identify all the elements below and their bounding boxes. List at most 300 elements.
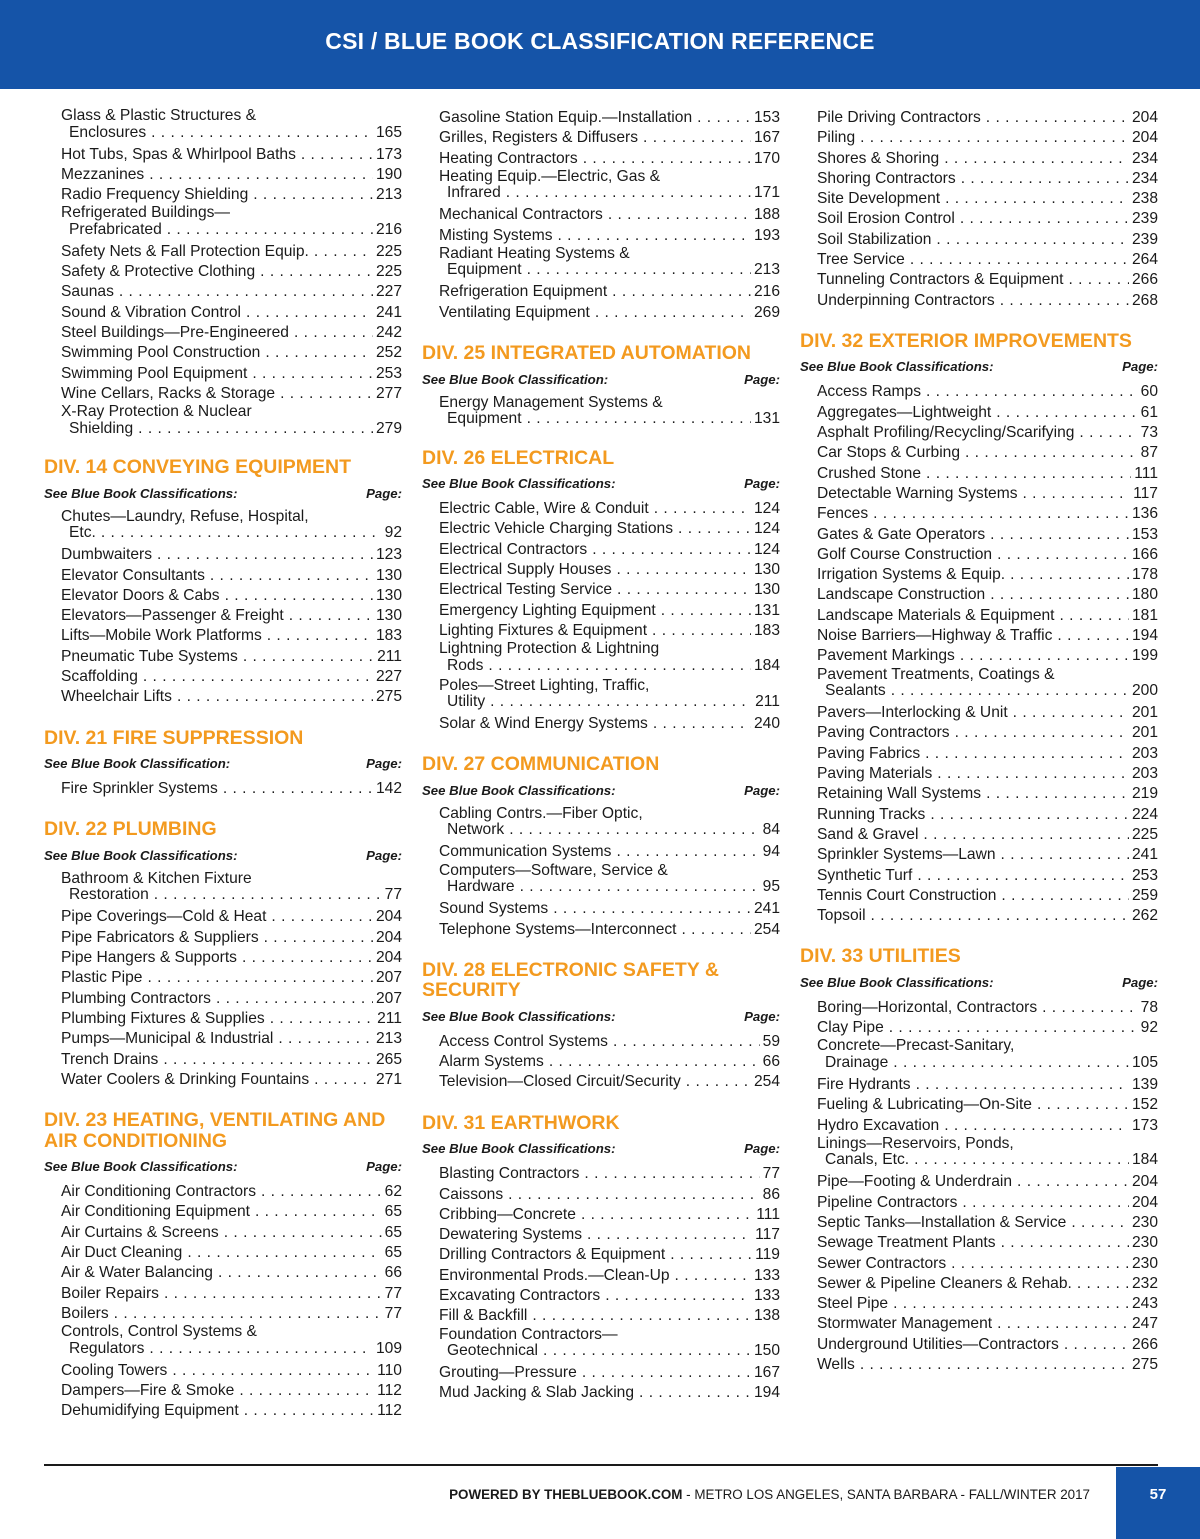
entry-name: Swimming Pool Equipment: [61, 364, 248, 382]
entry-name: Radiant Heating Systems &: [439, 244, 630, 262]
entry-name: Linings—Reservoirs, Ponds,: [817, 1134, 1014, 1152]
division-heading: DIV. 31 EARTHWORK: [422, 1111, 620, 1134]
entry-line: [61, 887, 402, 904]
list-item: [439, 149, 780, 169]
entry-name: Air Curtains & Screens: [61, 1223, 219, 1241]
entry-line: [439, 658, 780, 675]
subhead-row: [800, 974, 1158, 991]
entry-name: Sound Systems: [439, 900, 549, 918]
entry-name: Pavement Treatments, Coatings &: [817, 665, 1055, 683]
entry-page: 211: [377, 1009, 402, 1027]
list-item: [439, 540, 780, 560]
entry-page: 213: [753, 262, 780, 279]
entry-line: [817, 1294, 1158, 1314]
entry-name: Tunneling Contractors & Equipment: [817, 271, 1064, 289]
entry-name: Bathroom & Kitchen Fixture: [61, 869, 252, 887]
list-item: [817, 484, 1158, 504]
dot-leader: [172, 1361, 374, 1381]
entry-line: [439, 108, 780, 128]
list-item: [817, 845, 1158, 865]
subhead-label: See Blue Book Classification:: [422, 371, 609, 387]
dot-leader: [114, 1304, 382, 1324]
entry-name: Computers—Software, Service &: [439, 861, 668, 879]
entry-page: 61: [1140, 403, 1158, 421]
entry-name: Fences: [817, 505, 869, 523]
list-item: [61, 948, 402, 968]
entry-name: Shoring Contractors: [817, 169, 956, 187]
entry-name: Pumps—Municipal & Industrial: [61, 1030, 274, 1048]
entry-page: 153: [1131, 525, 1158, 543]
entry-name: Dehumidifying Equipment: [61, 1402, 239, 1420]
section: [422, 448, 780, 735]
entry-page: 207: [375, 989, 402, 1007]
list-item: [439, 303, 780, 323]
subhead-page-label: Page:: [366, 485, 402, 501]
entry-page: 269: [753, 303, 780, 321]
entry-name: Plumbing Fixtures & Supplies: [61, 1009, 265, 1027]
entry-name: Radio Frequency Shielding: [61, 186, 249, 204]
division-heading: DIV. 26 ELECTRICAL: [422, 446, 615, 469]
dot-leader: [157, 545, 373, 565]
entry-page: 62: [384, 1183, 402, 1201]
entry-name: Controls, Control Systems &: [61, 1323, 257, 1341]
entry-list: [800, 998, 1158, 1375]
entry-line: [439, 303, 780, 323]
entry-name: Electric Vehicle Charging Stations: [439, 520, 674, 538]
subhead-row: [44, 755, 402, 772]
entry-page: 94: [762, 843, 780, 861]
list-item: [817, 585, 1158, 605]
subhead-page-label: Page:: [366, 1159, 402, 1175]
list-item: [817, 250, 1158, 270]
division-heading: DIV. 27 COMMUNICATION: [422, 753, 660, 776]
entry-page: 105: [1131, 1054, 1158, 1071]
entry-name: Ventilating Equipment: [439, 303, 590, 321]
entry-name: Swimming Pool Construction: [61, 344, 261, 362]
list-item: [439, 1363, 780, 1383]
entry-page: 204: [375, 949, 402, 967]
entry-page: 204: [1131, 129, 1158, 147]
dot-leader: [652, 621, 751, 641]
list-item: [817, 825, 1158, 845]
subhead-label: See Blue Book Classifications:: [44, 485, 238, 501]
list-item: [817, 189, 1158, 209]
list-item: [439, 519, 780, 539]
entry-line: [61, 928, 402, 948]
entry-line: [439, 205, 780, 225]
list-item: [61, 1401, 402, 1421]
entry-page: 264: [1131, 251, 1158, 269]
entry-name: Pipe Coverings—Cold & Heat: [61, 908, 267, 926]
list-item: [817, 1116, 1158, 1136]
entry-line: [61, 262, 402, 282]
entry-name: Caissons: [439, 1185, 504, 1203]
entry-name: Grilles, Registers & Diffusers: [439, 129, 639, 147]
entry-line: [439, 899, 780, 919]
entry-name: Pipe Hangers & Supports: [61, 949, 237, 967]
entry-line: [439, 149, 780, 169]
dot-leader: [616, 560, 750, 580]
entry-name: Plastic Pipe: [61, 969, 143, 987]
entry-list: [422, 1032, 780, 1093]
dot-leader: [581, 1205, 753, 1225]
entry-line: [817, 646, 1158, 666]
entry-page: 241: [753, 900, 780, 918]
entry-name: Dewatering Systems: [439, 1226, 582, 1244]
subhead-row: [422, 1140, 780, 1157]
entry-line: [61, 343, 402, 363]
entry-line: [439, 1164, 780, 1184]
entry-page: 243: [1131, 1295, 1158, 1313]
entry-line: [439, 1383, 780, 1403]
entry-line: [61, 779, 402, 799]
entry-line: [61, 566, 402, 586]
entry-line: [817, 626, 1158, 646]
entry-name: Electric Cable, Wire & Conduit: [439, 500, 649, 518]
entry-page: 184: [1131, 1152, 1158, 1169]
entry-page: 232: [1131, 1274, 1158, 1292]
subhead-page-label: Page:: [1122, 359, 1158, 375]
entry-line: [817, 230, 1158, 250]
entry-page: 230: [1131, 1213, 1158, 1231]
list-item: [817, 545, 1158, 565]
entry-list: [44, 779, 402, 799]
dot-leader: [216, 989, 373, 1009]
entry-line: [61, 1070, 402, 1090]
dot-leader: [965, 443, 1138, 463]
list-item: [439, 920, 780, 940]
entry-name: Wheelchair Lifts: [61, 688, 172, 706]
dot-leader: [587, 1225, 752, 1245]
list-item: [817, 1254, 1158, 1274]
entry-line: [817, 525, 1158, 545]
entry-page: 201: [1131, 704, 1158, 722]
dot-leader: [871, 906, 1129, 926]
entry-name: Stormwater Management: [817, 1315, 993, 1333]
entry-name-continued: Utility: [447, 694, 486, 711]
list-item: [817, 784, 1158, 804]
entry-name: Mechanical Contractors: [439, 206, 603, 224]
entry-line: [817, 723, 1158, 743]
entry-name: Running Tracks: [817, 805, 926, 823]
dot-leader: [1057, 626, 1129, 646]
entry-line: [439, 920, 780, 940]
entry-line: [439, 411, 780, 428]
entry-line: [817, 606, 1158, 626]
entry-name: Safety & Protective Clothing: [61, 263, 256, 281]
entry-name: Sound & Vibration Control: [61, 303, 242, 321]
entry-page: 190: [375, 165, 402, 183]
entry-line: [817, 1213, 1158, 1233]
list-item: [817, 382, 1158, 402]
entry-line: [61, 907, 402, 927]
dot-leader: [239, 1381, 374, 1401]
subhead-row: [800, 358, 1158, 375]
dot-leader: [944, 1116, 1129, 1136]
dot-leader: [252, 364, 373, 384]
list-item: [61, 907, 402, 927]
entry-list: [422, 395, 780, 428]
list-item: [817, 723, 1158, 743]
entry-line: [817, 1075, 1158, 1095]
list-item: [439, 899, 780, 919]
dot-leader: [944, 149, 1129, 169]
dot-leader: [682, 920, 751, 940]
subhead-label: See Blue Book Classifications:: [44, 1159, 238, 1175]
list-item: [439, 1266, 780, 1286]
entry-name-continued: Geotechnical: [447, 1343, 539, 1360]
column-3: [800, 108, 1158, 1395]
entry-line: [61, 1401, 402, 1421]
dot-leader: [583, 149, 751, 169]
list-item: [817, 764, 1158, 784]
entry-line: [61, 1263, 402, 1283]
entry-line: [817, 1233, 1158, 1253]
entry-list: [422, 806, 780, 940]
list-item: [61, 1284, 402, 1304]
entry-line: [817, 443, 1158, 463]
list-item: [61, 364, 402, 384]
dot-leader: [260, 262, 373, 282]
entry-name: Pipeline Contractors: [817, 1193, 958, 1211]
entry-name: Septic Tanks—Installation & Service: [817, 1213, 1067, 1231]
entry-page: 138: [753, 1307, 780, 1325]
list-item: [439, 1205, 780, 1225]
entry-page: 181: [1131, 606, 1158, 624]
dot-leader: [860, 128, 1129, 148]
entry-page: 241: [1131, 846, 1158, 864]
section: [422, 960, 780, 1093]
entry-name-continued: Canals, Etc.: [825, 1152, 910, 1169]
entry-name: Car Stops & Curbing: [817, 444, 961, 462]
entry-line: [61, 185, 402, 205]
entry-page: 170: [753, 149, 780, 167]
dot-leader: [520, 879, 760, 896]
entry-name: Soil Stabilization: [817, 230, 932, 248]
entry-name: Communication Systems: [439, 843, 612, 861]
entry-line: [61, 1202, 402, 1222]
entry-line: [817, 545, 1158, 565]
entry-name: Golf Course Construction: [817, 545, 993, 563]
dot-leader: [860, 1355, 1129, 1375]
entry-line: [817, 866, 1158, 886]
entry-name: Aggregates—Lightweight: [817, 403, 992, 421]
entry-line: [817, 403, 1158, 423]
entry-page: 180: [1131, 586, 1158, 604]
entry-line: [61, 667, 402, 687]
dot-leader: [643, 128, 751, 148]
entry-page: 86: [762, 1185, 780, 1203]
dot-leader: [990, 525, 1129, 545]
list-item: [817, 149, 1158, 169]
entry-line: [817, 1193, 1158, 1213]
list-item: [817, 1075, 1158, 1095]
dot-leader: [289, 606, 373, 626]
dot-leader: [154, 887, 382, 904]
dot-leader: [661, 601, 751, 621]
entry-name: Detectable Warning Systems: [817, 484, 1018, 502]
dot-leader: [509, 822, 759, 839]
entry-name-continued: Infrared: [447, 185, 501, 202]
entry-line: [817, 504, 1158, 524]
section: [422, 343, 780, 428]
list-item: [817, 805, 1158, 825]
entry-list: [422, 1164, 780, 1403]
dot-leader: [582, 1363, 751, 1383]
dot-leader: [163, 1050, 373, 1070]
entry-line: [817, 845, 1158, 865]
entry-line: [439, 822, 780, 839]
entry-name: Refrigerated Buildings—: [61, 204, 231, 222]
entry-name: Shores & Shoring: [817, 149, 940, 167]
entry-line: [61, 606, 402, 626]
dot-leader: [149, 165, 373, 185]
entry-name: Landscape Construction: [817, 586, 986, 604]
list-item: [439, 842, 780, 862]
footer-brand: POWERED BY THEBLUEBOOK.COM: [449, 1487, 683, 1502]
entry-page: 225: [1131, 825, 1158, 843]
entry-page: 204: [1131, 109, 1158, 126]
entry-name: Sand & Gravel: [817, 825, 919, 843]
entry-line: [817, 270, 1158, 290]
entry-line: [61, 687, 402, 707]
entry-name: Wells: [817, 1356, 855, 1374]
entry-name: Pile Driving Contractors: [817, 109, 981, 126]
dot-leader: [653, 714, 751, 734]
entry-name: Misting Systems: [439, 226, 553, 244]
dot-leader: [891, 683, 1129, 700]
dot-leader: [527, 411, 751, 428]
entry-name: Lightning Protection & Lightning: [439, 640, 660, 658]
dot-leader: [873, 504, 1129, 524]
entry-page: 204: [375, 908, 402, 926]
footer-edition: - METRO LOS ANGELES, SANTA BARBARA - FALL/WINTER 2017: [682, 1487, 1090, 1502]
entry-line: [817, 1018, 1158, 1038]
list-item: [817, 646, 1158, 666]
entry-name: Poles—Street Lighting, Traffic,: [439, 676, 650, 694]
list-item: [61, 1070, 402, 1090]
entry-line: [817, 169, 1158, 189]
division-heading: DIV. 21 FIRE SUPPRESSION: [44, 726, 304, 749]
entry-page: 200: [1131, 683, 1158, 700]
dot-leader: [558, 226, 751, 246]
entry-page: 225: [375, 242, 402, 260]
subhead-row: [44, 847, 402, 864]
list-item: [61, 667, 402, 687]
entry-line: [61, 364, 402, 384]
entry-name: Pavers—Interlocking & Unit: [817, 704, 1008, 722]
dot-leader: [889, 1018, 1138, 1038]
dot-leader: [910, 250, 1129, 270]
entry-line: [61, 1029, 402, 1049]
entry-page: 211: [377, 647, 402, 665]
entry-list: [800, 382, 1158, 926]
dot-leader: [164, 1284, 382, 1304]
dot-leader: [255, 1202, 382, 1222]
list-item: [817, 1335, 1158, 1355]
entry-name: Sewage Treatment Plants: [817, 1234, 996, 1252]
entry-line: [817, 149, 1158, 169]
entry-line: [439, 499, 780, 519]
dot-leader: [1001, 845, 1129, 865]
dot-leader: [945, 189, 1129, 209]
entry-name: Emergency Lighting Equipment: [439, 601, 656, 619]
entry-name: Boring—Horizontal, Contractors: [817, 998, 1038, 1016]
dot-leader: [490, 694, 752, 711]
entry-page: 204: [1131, 1173, 1158, 1191]
dot-leader: [101, 525, 382, 542]
entry-line: [439, 879, 780, 896]
entry-line: [817, 703, 1158, 723]
entry-name: Access Control Systems: [439, 1032, 608, 1050]
entry-line: [439, 580, 780, 600]
entry-name: Elevators—Passenger & Freight: [61, 607, 284, 625]
entry-line: [61, 323, 402, 343]
page-header: [0, 0, 1200, 89]
entry-name-continued: Rods: [447, 657, 484, 674]
entry-page: 77: [384, 1284, 402, 1302]
entry-name: Fire Hydrants: [817, 1075, 911, 1093]
dot-leader: [143, 667, 373, 687]
entry-line: [61, 1243, 402, 1263]
list-item: [817, 443, 1158, 463]
entry-name: Paving Contractors: [817, 724, 950, 742]
list-item: [817, 1172, 1158, 1192]
dot-leader: [301, 145, 373, 165]
entry-name: Sewer & Pipeline Cleaners & Rehab.: [817, 1274, 1072, 1292]
dot-leader: [1077, 1274, 1129, 1294]
list-item: [817, 169, 1158, 189]
entry-page: 275: [375, 688, 402, 706]
dot-leader: [1042, 998, 1138, 1018]
division-heading: DIV. 23 HEATING, VENTILATING AND AIR CONDITIONING: [44, 1109, 386, 1152]
entry-line: [439, 1032, 780, 1052]
list-item: [817, 504, 1158, 524]
dot-leader: [1023, 484, 1131, 504]
entry-name: Air Conditioning Equipment: [61, 1203, 250, 1221]
dot-leader: [223, 779, 373, 799]
entry-name: Mezzanines: [61, 165, 145, 183]
section: [800, 331, 1158, 926]
entry-page: 111: [1134, 464, 1158, 482]
entry-page: 124: [753, 520, 780, 538]
entry-line: [817, 1314, 1158, 1334]
entry-page: 77: [762, 1165, 780, 1183]
dot-leader: [246, 303, 373, 323]
entry-name: Mud Jacking & Slab Jacking: [439, 1384, 635, 1402]
list-item: [61, 1202, 402, 1222]
list-item: [817, 1233, 1158, 1253]
list-item: [817, 1136, 1158, 1169]
dot-leader: [595, 303, 751, 323]
list-item: [439, 1245, 780, 1265]
dot-leader: [936, 230, 1129, 250]
list-item: [439, 580, 780, 600]
subhead-page-label: Page:: [744, 782, 780, 798]
entry-page: 216: [753, 283, 780, 301]
entry-name: Paving Materials: [817, 765, 933, 783]
list-item: [817, 209, 1158, 229]
dot-leader: [1071, 1213, 1129, 1233]
dot-leader: [267, 626, 373, 646]
entry-name: Glass & Plastic Structures &: [61, 107, 256, 124]
subhead-page-label: Page:: [744, 1008, 780, 1024]
division-heading: DIV. 22 PLUMBING: [44, 818, 217, 841]
footer-text: [449, 1486, 1090, 1504]
list-item: [61, 1223, 402, 1243]
entry-line: [61, 242, 402, 262]
list-item: [61, 779, 402, 799]
